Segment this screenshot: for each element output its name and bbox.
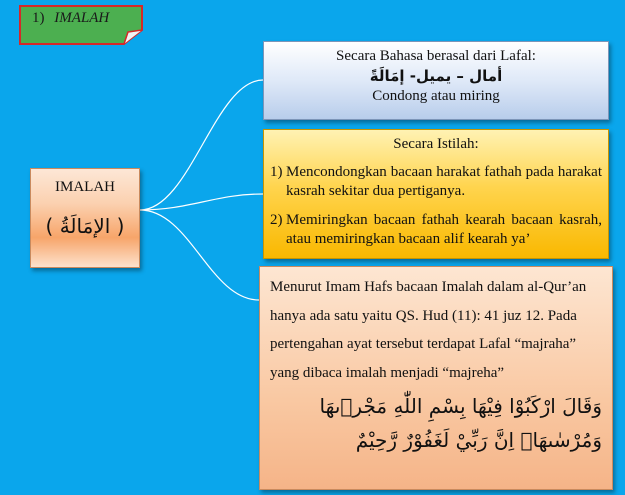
bahasa-title: Secara Bahasa berasal dari Lafal: [336, 48, 536, 64]
istilah-title: Secara Istilah: [393, 136, 479, 152]
imalah-label: IMALAH [55, 179, 115, 195]
istilah-item [270, 211, 602, 249]
quran-verse-hud-41: وَقَالَ ارْكَبُوْا فِيْهَا بِسْمِ اللّٰهِ مَجْرٖىهَا وَمُرْسٰىهَاۗ اِنَّ رَبِّيْ لَغَفُوْرٌ رَّحِيْمٌ [319, 394, 602, 452]
imalah-arabic-term: ( الإمَالَةُ ) [45, 214, 125, 238]
imam-hafs-box [259, 266, 613, 490]
istilah-item-text: Memiringkan bacaan fathah kearah bacaan kasrah, atau memiringkan bacaan alif kearah ya’ [286, 212, 602, 247]
connector-to-bahasa [140, 80, 263, 210]
section-number: 1) [32, 10, 45, 26]
definition-istilah-box [263, 129, 609, 259]
connector-to-hafs [140, 210, 259, 300]
istilah-item-number: 2) [270, 212, 283, 228]
istilah-item [270, 163, 602, 201]
bahasa-meaning: Condong atau miring [372, 88, 500, 104]
istilah-item-number: 1) [270, 164, 283, 180]
section-name: IMALAH [54, 10, 110, 26]
definition-bahasa-box [263, 41, 609, 120]
section-title [32, 10, 109, 27]
hafs-explanation: Menurut Imam Hafs bacaan Imalah dalam al-Qur’an hanya ada satu yaitu QS. Hud (11): 41 juz 12. Pada pertengahan ayat tersebut terdapat Lafal “majraha” yang dibaca imalah menjadi “majreha” [270, 279, 587, 381]
bahasa-arabic: أمال – يميل- إمَالَةً [369, 67, 503, 85]
section-title-tag [18, 4, 146, 46]
imalah-center-box [30, 168, 140, 268]
istilah-item-text: Mencondongkan bacaan harakat fathah pada harakat kasrah sekitar dua pertiganya. [286, 164, 602, 199]
connector-to-istilah [140, 194, 263, 210]
